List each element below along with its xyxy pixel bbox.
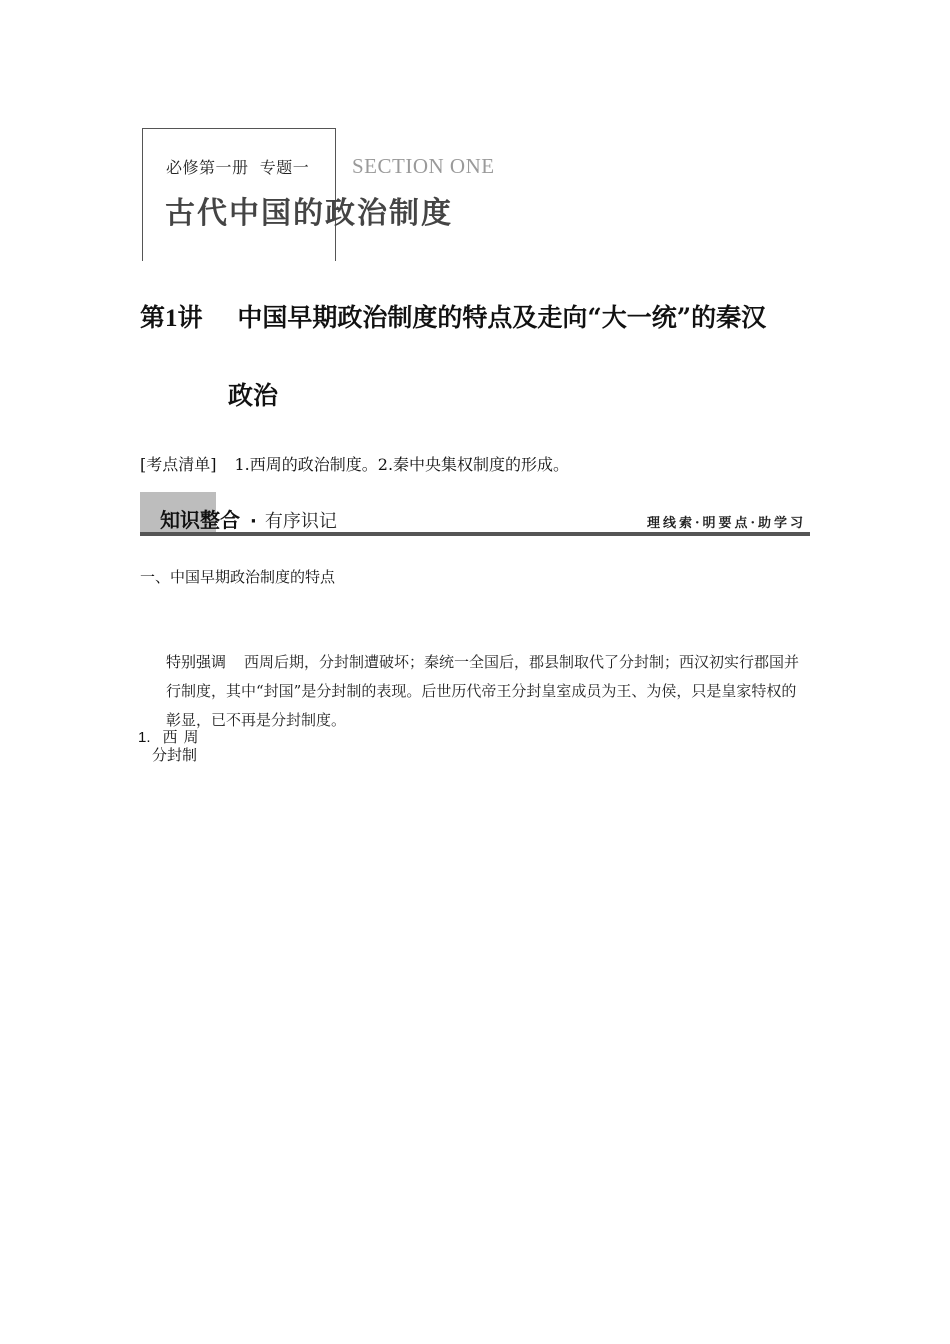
banner-sub-text: 有序识记: [264, 511, 337, 532]
section-heading: 一、中国早期政治制度的特点: [140, 568, 336, 586]
exam-points: [140, 452, 569, 475]
exam-points-tag: [考点清单]: [140, 455, 217, 474]
item-sub-label: 分封制: [152, 746, 198, 764]
lecture-prefix: 第: [140, 303, 166, 332]
item-number: 1.: [138, 729, 151, 746]
banner-right-text: 理线索·明要点·助学习: [646, 516, 806, 531]
unit-title: 古代中国的政治制度: [165, 196, 453, 231]
lecture-title-line1: 中国早期政治制度的特点及走向“大一统”的秦汉: [237, 303, 767, 332]
book-label: 必修第一册: [166, 158, 249, 177]
banner-title: [160, 504, 337, 533]
lecture-suffix: 讲: [177, 303, 203, 332]
note-text: 西周后期，分封制遭破坏；秦统一全国后，郡县制取代了分封制；西汉初实行郡国并行制度，其中“封国”是分封制的表现。后世历代帝王分封皇室成员为王、为侯，只是皇家特权的彰显，已不再是分封制度。: [166, 653, 800, 729]
lecture-number: 1: [165, 305, 178, 332]
book-topic-line: [166, 155, 309, 178]
exam-points-text: 1.西周的政治制度。2.秦中央集权制度的形成。: [234, 455, 570, 474]
banner-main-text: 知识整合: [160, 508, 240, 532]
banner-dot: ·: [250, 511, 257, 532]
section-banner: [140, 492, 810, 538]
special-note: [166, 648, 806, 735]
topic-label: 专题一: [259, 158, 310, 177]
note-label: 特别强调: [166, 653, 227, 671]
lecture-title: [140, 298, 766, 334]
lecture-title-line2: 政治: [228, 381, 279, 410]
section-english-label: SECTION ONE: [352, 154, 495, 178]
item-label: 西周: [162, 728, 205, 746]
